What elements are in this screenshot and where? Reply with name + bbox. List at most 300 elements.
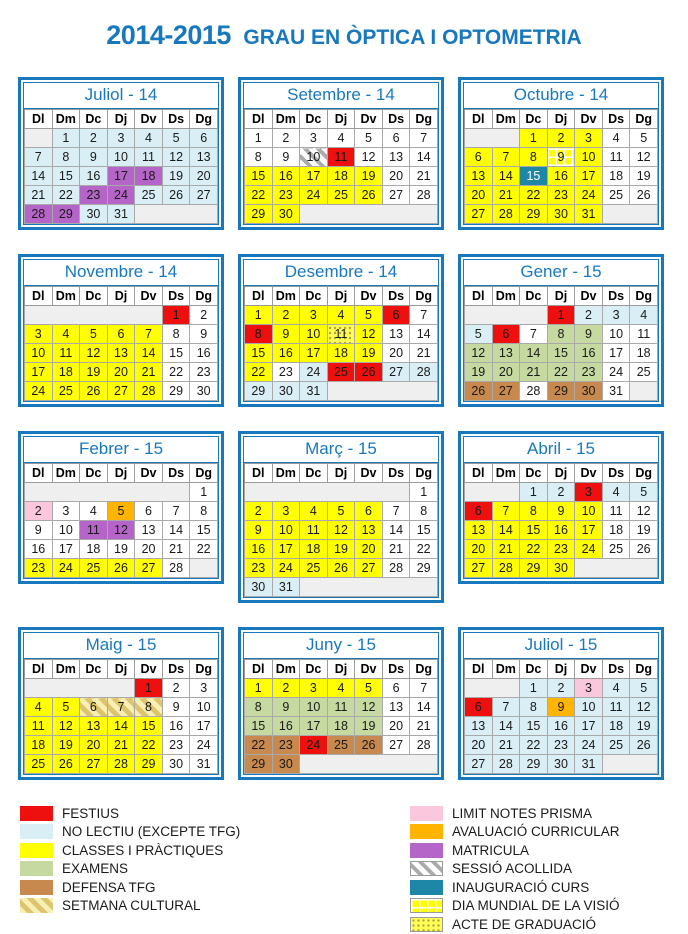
day-cell-classes-i-practiques: 17 [25,363,53,382]
day-cell-no-lectiu: 26 [162,186,190,205]
weekday-header: Ds [602,660,630,679]
month-title: Juliol - 15 [464,633,658,659]
day-cell-classes-i-practiques: 25 [25,755,53,774]
day-cell-classes-i-practiques: 18 [327,167,355,186]
day-cell-classes-i-practiques: 19 [80,363,108,382]
weekday-header: Dl [465,464,493,483]
month-calendar-juliol-15 [458,627,664,780]
day-cell-acte-de-graduacio: 11 [327,325,355,344]
day-cell-classes-i-practiques: 27 [80,755,108,774]
day-cell-plain-day: 20 [135,540,163,559]
day-cell-classes-i-practiques: 17 [575,167,603,186]
day-cell-classes-i-practiques: 22 [520,540,548,559]
weekday-header: Dc [300,464,328,483]
day-cell-examens: 23 [575,363,603,382]
weekday-header: Ds [162,660,190,679]
weekday-header: Dc [80,464,108,483]
day-cell-examens: 8 [245,698,273,717]
weekday-header: Dl [245,110,273,129]
day-cell-classes-i-practiques: 10 [272,521,300,540]
day-cell-classes-i-practiques: 17 [300,167,328,186]
weekday-header: Dv [575,287,603,306]
day-cell-classes-i-practiques: 16 [547,521,575,540]
day-cell-plain-day: 26 [630,186,658,205]
day-cell-defensa-tfg: 29 [547,382,575,401]
legend-label: SESSIÓ ACOLLIDA [452,861,573,877]
legend-label: EXAMENS [62,861,129,877]
day-cell-no-lectiu: 7 [25,148,53,167]
legend-label: NO LECTIU (EXCEPTE TFG) [62,824,241,840]
day-cell-matricula: 12 [107,521,135,540]
day-cell-plain-day: 20 [382,344,410,363]
day-cell-classes-i-practiques: 12 [80,344,108,363]
day-cell-classes-i-practiques: 27 [355,559,383,578]
weekday-header: Dg [630,660,658,679]
weekday-header: Dj [327,110,355,129]
day-cell-classes-i-practiques: 7 [135,325,163,344]
day-cell-plain-day: 20 [382,717,410,736]
legend-label: DEFENSA TFG [62,879,156,895]
day-cell-no-lectiu: 5 [162,129,190,148]
day-cell-plain-day: 11 [602,148,630,167]
day-cell-plain-day: 25 [602,186,630,205]
day-cell-no-lectiu: 23 [547,736,575,755]
month-calendar-abril-15 [458,431,664,584]
empty-cell [465,679,520,698]
month-title: Novembre - 14 [24,260,218,286]
legend-left-column [20,804,410,934]
day-cell-avaluacio-curricular: 5 [107,502,135,521]
day-cell-classes-i-practiques: 6 [465,148,493,167]
day-cell-matricula: 28 [25,205,53,224]
weekday-header: Dm [52,287,80,306]
weekday-header: Dj [107,464,135,483]
day-cell-sessio-acollida: 10 [300,148,328,167]
day-cell-festius: 24 [300,736,328,755]
day-cell-classes-i-practiques: 1 [245,679,273,698]
weekday-header: Dj [327,287,355,306]
day-cell-festius: 6 [465,698,493,717]
day-cell-no-lectiu: 18 [602,717,630,736]
weekday-header: Dm [492,110,520,129]
day-cell-no-lectiu: 8 [52,148,80,167]
weekday-header: Dv [135,287,163,306]
day-cell-plain-day: 2 [190,306,218,325]
day-cell-limit-notes-prisma: 2 [25,502,53,521]
legend-swatch-dia-mundial-de-la-visio [410,898,443,913]
legend-item-setmana-cultural [20,897,410,916]
day-cell-no-lectiu: 11 [135,148,163,167]
day-cell-plain-day: 22 [162,363,190,382]
legend-right-column [410,804,620,934]
legend-label: SETMANA CULTURAL [62,898,201,914]
day-cell-no-lectiu: 30 [272,382,300,401]
day-cell-classes-i-practiques: 15 [135,717,163,736]
day-cell-classes-i-practiques: 22 [245,186,273,205]
day-cell-plain-day: 5 [355,129,383,148]
day-cell-plain-day: 29 [162,382,190,401]
day-cell-classes-i-practiques: 9 [272,325,300,344]
day-cell-plain-day: 23 [272,363,300,382]
legend-item-avaluacio-curricular [410,823,620,842]
day-cell-classes-i-practiques: 5 [327,502,355,521]
day-cell-classes-i-practiques: 1 [520,129,548,148]
day-cell-plain-day: 17 [190,717,218,736]
day-cell-plain-day: 3 [300,129,328,148]
day-cell-plain-day: 12 [630,148,658,167]
day-cell-no-lectiu: 10 [107,148,135,167]
day-cell-examens: 11 [327,698,355,717]
day-cell-examens: 19 [465,363,493,382]
weekday-header: Ds [382,660,410,679]
legend-label: INAUGURACIÓ CURS [452,879,590,895]
day-cell-plain-day: 9 [25,521,53,540]
day-cell-classes-i-practiques: 26 [327,559,355,578]
day-cell-no-lectiu: 31 [272,578,300,597]
empty-cell [575,559,658,578]
day-cell-no-lectiu: 4 [630,306,658,325]
day-cell-no-lectiu: 16 [547,717,575,736]
day-cell-examens: 15 [245,717,273,736]
day-cell-examens: 16 [272,717,300,736]
day-cell-festius: 6 [492,325,520,344]
title-year: 2014-2015 [106,20,231,50]
day-cell-plain-day: 28 [410,736,438,755]
day-cell-no-lectiu: 1 [520,679,548,698]
day-cell-plain-day: 30 [190,382,218,401]
day-cell-classes-i-practiques: 27 [465,205,493,224]
day-cell-classes-i-practiques: 10 [300,325,328,344]
day-cell-classes-i-practiques: 16 [547,167,575,186]
day-cell-classes-i-practiques: 3 [300,679,328,698]
day-cell-classes-i-practiques: 2 [272,679,300,698]
day-cell-plain-day: 2 [272,129,300,148]
day-cell-plain-day: 11 [630,325,658,344]
day-cell-no-lectiu: 12 [630,698,658,717]
day-cell-plain-day: 1 [190,483,218,502]
day-cell-examens: 16 [575,344,603,363]
day-cell-classes-i-practiques: 13 [80,717,108,736]
day-cell-plain-day: 9 [272,148,300,167]
day-cell-plain-day: 29 [410,559,438,578]
day-cell-classes-i-practiques: 25 [80,559,108,578]
empty-cell [300,755,438,774]
day-cell-plain-day: 23 [190,363,218,382]
weekday-header: Dm [272,110,300,129]
day-cell-classes-i-practiques: 16 [272,344,300,363]
day-cell-classes-i-practiques: 13 [355,521,383,540]
day-cell-no-lectiu: 13 [190,148,218,167]
empty-cell [465,129,520,148]
day-cell-defensa-tfg: 29 [245,755,273,774]
weekday-header: Dc [520,287,548,306]
day-cell-festius: 11 [327,148,355,167]
weekday-header: Dj [327,464,355,483]
day-cell-no-lectiu: 25 [135,186,163,205]
day-cell-plain-day: 13 [135,521,163,540]
day-cell-no-lectiu: 5 [465,325,493,344]
day-cell-classes-i-practiques: 28 [492,205,520,224]
weekday-header: Dm [272,464,300,483]
day-cell-no-lectiu: 2 [547,483,575,502]
day-cell-plain-day: 3 [190,679,218,698]
weekday-header: Dj [107,660,135,679]
day-cell-no-lectiu: 1 [520,483,548,502]
day-cell-plain-day: 18 [630,344,658,363]
day-cell-no-lectiu: 4 [602,679,630,698]
day-cell-plain-day: 10 [602,325,630,344]
day-cell-plain-day: 31 [602,382,630,401]
day-cell-defensa-tfg: 25 [327,736,355,755]
month-title: Maig - 15 [24,633,218,659]
month-title: Juliol - 14 [24,83,218,109]
day-cell-no-lectiu: 15 [52,167,80,186]
day-cell-classes-i-practiques: 19 [355,344,383,363]
day-cell-plain-day: 17 [602,344,630,363]
day-cell-plain-day: 4 [327,129,355,148]
month-calendar-desembre-14 [238,254,444,407]
weekday-header: Dv [135,110,163,129]
weekday-header: Dg [190,287,218,306]
day-cell-classes-i-practiques: 23 [25,559,53,578]
day-cell-examens: 12 [355,698,383,717]
empty-cell [602,205,657,224]
weekday-header: Ds [382,110,410,129]
day-cell-plain-day: 22 [410,540,438,559]
weekday-header: Dv [575,660,603,679]
day-cell-plain-day: 21 [162,540,190,559]
day-cell-plain-day: 12 [630,502,658,521]
day-cell-classes-i-practiques: 14 [492,521,520,540]
day-cell-classes-i-practiques: 20 [465,186,493,205]
day-cell-plain-day: 14 [410,698,438,717]
day-cell-no-lectiu: 14 [492,717,520,736]
day-cell-setmana-cultural: 6 [80,698,108,717]
day-cell-examens: 13 [492,344,520,363]
day-cell-festius: 1 [135,679,163,698]
day-cell-classes-i-practiques: 18 [300,540,328,559]
weekday-header: Dj [107,287,135,306]
day-cell-no-lectiu: 31 [575,755,603,774]
day-cell-no-lectiu: 7 [492,698,520,717]
day-cell-plain-day: 7 [410,129,438,148]
month-title: Octubre - 14 [464,83,658,109]
day-cell-no-lectiu: 30 [245,578,273,597]
empty-cell [465,483,520,502]
legend-label: CLASSES I PRÀCTIQUES [62,842,224,858]
month-title: Juny - 15 [244,633,438,659]
day-cell-classes-i-practiques: 18 [52,363,80,382]
weekday-header: Dv [355,287,383,306]
legend-swatch-classes-i-practiques [20,843,53,858]
day-cell-plain-day: 8 [162,325,190,344]
day-cell-classes-i-practiques: 12 [52,717,80,736]
day-cell-examens: 19 [355,717,383,736]
weekday-header: Dj [547,110,575,129]
day-cell-plain-day: 16 [190,344,218,363]
day-cell-no-lectiu: 31 [107,205,135,224]
day-cell-classes-i-practiques: 21 [492,540,520,559]
empty-cell [300,205,438,224]
day-cell-plain-day: 17 [52,540,80,559]
day-cell-dia-mundial-de-la-visio: 9 [547,148,575,167]
empty-cell [25,129,53,148]
day-cell-no-lectiu: 3 [602,306,630,325]
day-cell-no-lectiu: 19 [630,717,658,736]
day-cell-classes-i-practiques: 11 [300,521,328,540]
day-cell-classes-i-practiques: 29 [135,755,163,774]
day-cell-plain-day: 31 [190,755,218,774]
weekday-header: Dl [25,110,53,129]
day-cell-classes-i-practiques: 4 [25,698,53,717]
legend-swatch-sessio-acollida [410,861,443,876]
month-title: Gener - 15 [464,260,658,286]
day-cell-plain-day: 22 [190,540,218,559]
month-title: Setembre - 14 [244,83,438,109]
day-cell-classes-i-practiques: 18 [327,344,355,363]
day-cell-examens: 20 [492,363,520,382]
day-cell-plain-day: 6 [135,502,163,521]
weekday-header: Dg [410,660,438,679]
day-cell-classes-i-practiques: 20 [80,736,108,755]
month-table [464,109,658,224]
day-cell-no-lectiu: 21 [492,736,520,755]
day-cell-examens: 17 [300,717,328,736]
day-cell-classes-i-practiques: 3 [575,129,603,148]
weekday-header: Dj [327,660,355,679]
day-cell-no-lectiu: 27 [382,363,410,382]
title-program: GRAU EN ÒPTICA I OPTOMETRIA [243,26,582,49]
month-calendar-juny-15 [238,627,444,780]
day-cell-classes-i-practiques: 24 [300,186,328,205]
day-cell-no-lectiu: 29 [520,755,548,774]
month-title: Abril - 15 [464,437,658,463]
day-cell-examens: 8 [547,325,575,344]
day-cell-classes-i-practiques: 25 [52,382,80,401]
day-cell-classes-i-practiques: 20 [355,540,383,559]
weekday-header: Dm [272,287,300,306]
day-cell-classes-i-practiques: 14 [135,344,163,363]
day-cell-plain-day: 4 [80,502,108,521]
empty-cell [300,578,438,597]
day-cell-classes-i-practiques: 18 [25,736,53,755]
day-cell-plain-day: 18 [602,167,630,186]
weekday-header: Dg [630,287,658,306]
day-cell-festius: 26 [355,363,383,382]
month-title: Febrer - 15 [24,437,218,463]
weekday-header: Dm [492,287,520,306]
day-cell-plain-day: 28 [162,559,190,578]
day-cell-plain-day: 10 [190,698,218,717]
empty-cell [25,679,135,698]
day-cell-classes-i-practiques: 19 [52,736,80,755]
legend-swatch-matricula [410,843,443,858]
month-table [244,463,438,597]
day-cell-classes-i-practiques: 25 [327,186,355,205]
day-cell-plain-day: 19 [630,521,658,540]
day-cell-no-lectiu: 4 [602,483,630,502]
legend-item-limit-notes-prisma [410,804,620,823]
legend-label: MATRICULA [452,842,530,858]
day-cell-classes-i-practiques: 1 [245,306,273,325]
day-cell-plain-day: 6 [382,679,410,698]
month-calendar-febrer-15 [18,431,224,584]
day-cell-classes-i-practiques: 2 [272,306,300,325]
weekday-header: Dg [190,660,218,679]
day-cell-classes-i-practiques: 13 [465,167,493,186]
empty-cell [135,205,218,224]
day-cell-no-lectiu: 4 [135,129,163,148]
weekday-header: Dc [300,287,328,306]
day-cell-plain-day: 27 [382,186,410,205]
day-cell-festius: 3 [575,483,603,502]
day-cell-classes-i-practiques: 20 [465,540,493,559]
day-cell-classes-i-practiques: 11 [52,344,80,363]
day-cell-classes-i-practiques: 30 [272,205,300,224]
month-title: Desembre - 14 [244,260,438,286]
day-cell-classes-i-practiques: 3 [25,325,53,344]
day-cell-plain-day: 12 [355,148,383,167]
weekday-header: Dc [80,110,108,129]
weekday-header: Dc [300,660,328,679]
weekday-header: Dm [492,660,520,679]
weekday-header: Dg [630,464,658,483]
month-calendar-mar-15 [238,431,444,603]
legend-swatch-limit-notes-prisma [410,806,443,821]
weekday-header: Dm [52,660,80,679]
day-cell-plain-day: 19 [107,540,135,559]
day-cell-classes-i-practiques: 13 [465,521,493,540]
legend-swatch-inauguracio-curs [410,880,443,895]
day-cell-no-lectiu: 2 [547,679,575,698]
legend-swatch-acte-de-graduacio [410,917,443,932]
legend-item-examens [20,860,410,879]
day-cell-no-lectiu: 30 [80,205,108,224]
day-cell-plain-day: 15 [410,521,438,540]
day-cell-festius: 1 [547,306,575,325]
day-cell-plain-day: 28 [382,559,410,578]
day-cell-classes-i-practiques: 7 [492,502,520,521]
day-cell-classes-i-practiques: 30 [547,559,575,578]
day-cell-classes-i-practiques: 15 [245,344,273,363]
day-cell-no-lectiu: 12 [162,148,190,167]
day-cell-plain-day: 21 [410,717,438,736]
day-cell-classes-i-practiques: 16 [272,167,300,186]
legend-label: DIA MUNDIAL DE LA VISIÓ [452,898,620,914]
day-cell-plain-day: 14 [410,148,438,167]
day-cell-plain-day: 1 [245,129,273,148]
day-cell-no-lectiu: 19 [162,167,190,186]
day-cell-examens: 10 [300,698,328,717]
day-cell-classes-i-practiques: 11 [25,717,53,736]
weekday-header: Dm [492,464,520,483]
day-cell-plain-day: 24 [602,363,630,382]
day-cell-no-lectiu: 10 [575,698,603,717]
day-cell-no-lectiu: 2 [575,306,603,325]
month-calendar-juliol-14 [18,77,224,230]
day-cell-classes-i-practiques: 24 [575,186,603,205]
month-table [464,286,658,401]
day-cell-examens: 22 [547,363,575,382]
weekday-header: Ds [162,287,190,306]
weekday-header: Dc [520,464,548,483]
day-cell-plain-day: 28 [520,382,548,401]
weekday-header: Dg [630,110,658,129]
day-cell-no-lectiu: 13 [465,717,493,736]
weekday-header: Ds [382,464,410,483]
day-cell-matricula: 11 [80,521,108,540]
weekday-header: Dc [80,287,108,306]
